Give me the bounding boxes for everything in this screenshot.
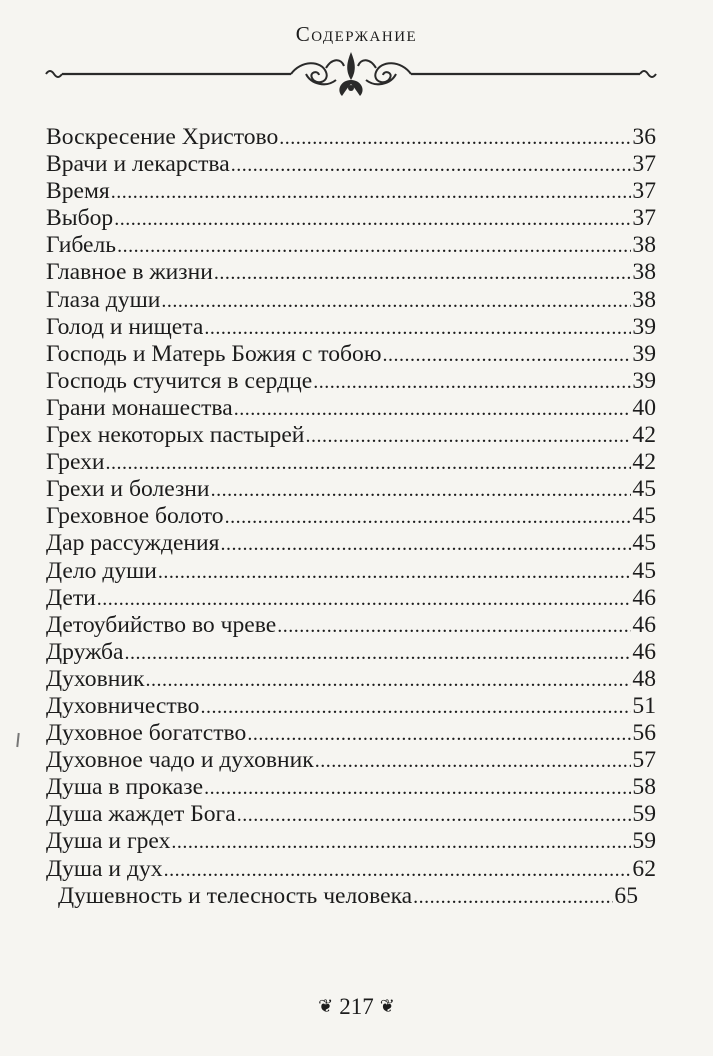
toc-leader-dots — [158, 559, 631, 586]
toc-entry-title: Гибель — [46, 232, 117, 259]
toc-entry-page: 38 — [632, 286, 656, 313]
toc-leader-dots — [247, 721, 631, 748]
toc-entry — [46, 503, 656, 530]
toc-leader-dots — [204, 315, 631, 342]
toc-entry-page: 45 — [632, 530, 656, 557]
toc-entry-title: Душевность и телесность человека — [58, 882, 413, 909]
toc-entry-title: Детоубийство во чреве — [46, 611, 277, 638]
toc-entry — [46, 774, 656, 801]
toc-entry-title: Грех некоторых пастырей — [46, 422, 305, 449]
toc-entry-page: 48 — [632, 665, 656, 692]
page-number: 217 — [339, 994, 374, 1019]
left-footer-ornament-icon: ❦ — [318, 996, 334, 1016]
toc-entry — [46, 287, 656, 314]
toc-entry-page: 38 — [632, 232, 656, 259]
toc-leader-dots — [382, 342, 631, 369]
toc-entry-page: 45 — [632, 503, 656, 530]
toc-leader-dots — [111, 179, 632, 206]
toc-entry-title: Душа жаждет Бога — [46, 801, 236, 828]
toc-entry-title: Духовное богатство — [46, 720, 247, 747]
toc-leader-dots — [413, 884, 613, 911]
toc-entry-page: 39 — [632, 340, 656, 367]
toc-entry — [46, 314, 656, 341]
toc-entry — [46, 558, 656, 585]
toc-entry-title: Грани монашества — [46, 394, 233, 421]
toc-entry-title: Душа в проказе — [46, 774, 204, 801]
toc-entry — [46, 232, 656, 259]
toc-entry-page: 37 — [632, 151, 656, 178]
toc-entry — [46, 422, 656, 449]
toc-leader-dots — [315, 748, 632, 775]
toc-entry-page: 62 — [632, 855, 656, 882]
toc-leader-dots — [161, 288, 631, 315]
toc-entry — [46, 205, 656, 232]
toc-entry — [46, 747, 656, 774]
toc-entry-title: Дар рассуждения — [46, 530, 220, 557]
toc-entry-page: 59 — [632, 801, 656, 828]
toc-entry-page: 56 — [632, 720, 656, 747]
toc-entry-title: Выбор — [46, 205, 114, 232]
toc-entry — [46, 368, 656, 395]
toc-entry — [46, 341, 656, 368]
toc-entry — [46, 178, 656, 205]
toc-entry-title: Голод и нищета — [46, 313, 204, 340]
toc-entry — [46, 828, 656, 855]
toc-leader-dots — [214, 260, 632, 287]
toc-leader-dots — [97, 586, 632, 613]
toc-leader-dots — [145, 667, 631, 694]
toc-entry-title: Дело души — [46, 557, 157, 584]
toc-leader-dots — [279, 125, 631, 152]
toc-entry-page: 46 — [632, 611, 656, 638]
toc-entry-title: Господь стучится в сердце — [46, 367, 313, 394]
toc-entry-page: 45 — [632, 557, 656, 584]
margin-mark — [16, 733, 19, 747]
toc-entry-page: 59 — [632, 828, 656, 855]
toc-leader-dots — [204, 775, 631, 802]
toc-entry — [46, 151, 656, 178]
toc-entry-title: Врачи и лекарства — [46, 151, 230, 178]
page-title: Содержание — [295, 22, 418, 46]
toc-leader-dots — [221, 531, 632, 558]
toc-entry-page: 39 — [632, 313, 656, 340]
toc-entry — [46, 585, 656, 612]
toc-leader-dots — [117, 233, 631, 260]
toc-entry-page: 46 — [632, 584, 656, 611]
toc-leader-dots — [234, 396, 632, 423]
toc-entry-page: 40 — [632, 394, 656, 421]
toc-leader-dots — [164, 857, 632, 884]
toc-entry — [46, 612, 656, 639]
toc-entry-title: Душа и дух — [46, 855, 163, 882]
toc-entry-title: Душа и грех — [46, 828, 171, 855]
toc-entry — [46, 693, 656, 720]
toc-entry-page: 45 — [632, 476, 656, 503]
toc-leader-dots — [200, 694, 631, 721]
toc-entry-title: Глаза души — [46, 286, 161, 313]
toc-entry — [46, 666, 656, 693]
toc-entry-title: Господь и Матерь Божия с тобою — [46, 340, 382, 367]
toc-leader-dots — [225, 504, 632, 531]
toc-entry-title: Духовное чадо и духовник — [46, 747, 314, 774]
toc-leader-dots — [313, 369, 631, 396]
toc-leader-dots — [114, 206, 631, 233]
toc-entry-page: 65 — [614, 882, 638, 909]
toc-entry-title: Воскресение Христово — [46, 124, 279, 150]
toc-entry — [46, 801, 656, 828]
toc-entry-page: 46 — [632, 638, 656, 665]
toc-entry-page: 42 — [632, 449, 656, 476]
toc-entry-page: 38 — [632, 259, 656, 286]
decorative-divider-ornament — [36, 50, 666, 100]
toc-entry-page: 42 — [632, 422, 656, 449]
toc-entry-page: 58 — [632, 774, 656, 801]
toc-leader-dots — [231, 152, 632, 179]
toc-entry-title: Духовничество — [46, 692, 200, 719]
toc-leader-dots — [211, 477, 632, 504]
toc-entry — [46, 259, 656, 286]
toc-entry-title: Грехи и болезни — [46, 476, 210, 503]
toc-entry-page: 39 — [632, 367, 656, 394]
toc-leader-dots — [171, 829, 631, 856]
toc-entry-page: 57 — [632, 747, 656, 774]
toc-entry-title: Грехи — [46, 449, 105, 476]
toc-entry-title: Дружба — [46, 638, 124, 665]
toc-entry-title: Время — [46, 178, 110, 205]
toc-entry-page: 51 — [632, 692, 656, 719]
toc-entry — [46, 395, 656, 422]
table-of-contents — [46, 124, 656, 910]
toc-entry-title: Дети — [46, 584, 96, 611]
right-footer-ornament-icon: ❦ — [379, 996, 395, 1016]
toc-leader-dots — [106, 450, 632, 477]
toc-entry — [46, 639, 656, 666]
toc-entry-title: Греховное болото — [46, 503, 224, 530]
toc-leader-dots — [125, 640, 632, 667]
toc-entry — [46, 720, 656, 747]
toc-entry — [58, 883, 638, 910]
toc-leader-dots — [305, 423, 631, 450]
toc-entry — [46, 449, 656, 476]
toc-entry — [46, 856, 656, 883]
toc-entry — [46, 124, 656, 151]
toc-entry-page: 37 — [632, 178, 656, 205]
page-footer — [0, 994, 713, 1020]
toc-entry — [46, 476, 656, 503]
toc-leader-dots — [277, 613, 631, 640]
toc-entry-page: 37 — [632, 205, 656, 232]
toc-leader-dots — [237, 802, 632, 829]
toc-entry-title: Духовник — [46, 665, 145, 692]
toc-entry — [46, 530, 656, 557]
toc-entry-page: 36 — [632, 124, 656, 150]
toc-entry-title: Главное в жизни — [46, 259, 213, 286]
